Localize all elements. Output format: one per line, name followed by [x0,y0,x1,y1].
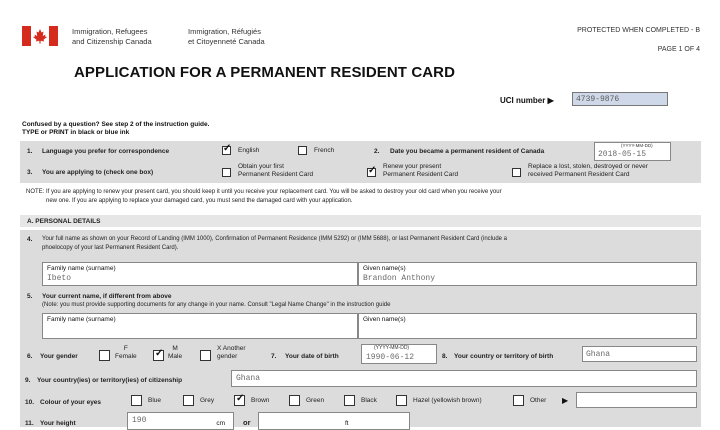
obtain-first-card-label [238,163,313,179]
eye-hazel-checkbox[interactable] [396,395,407,406]
q9-number: 9. [25,377,31,384]
checkmark-icon: ✓ [223,143,232,154]
eye-other-label: Other [530,397,547,404]
replace-card-line2: received Permanent Resident Card [528,171,630,178]
eye-grey-label: Grey [200,397,215,404]
q9-label: Your country(ies) or territory(ies) of citizenship [37,377,183,384]
q5-note: (Note: you must provide supporting documents for any change in your name. Consult "Legal Name Change" in the instruction guide [42,302,391,308]
pr-date-value: 2018-05-15 [598,150,647,159]
eye-blue-checkbox[interactable] [131,395,142,406]
gender-another-text: gender [217,353,238,360]
height-cm-field[interactable] [127,412,234,430]
dept-name-fr-1: Immigration, Réfugiés [188,27,261,36]
current-given-name-label: Given name(s) [363,316,406,323]
country-of-birth-value: Ghana [586,350,611,359]
replace-card-checkbox[interactable] [512,168,521,177]
replace-card-label [528,163,648,179]
note-line-2: new one. If you are applying to replace your damaged card, you must send the damaged card with your application. [46,197,353,204]
eye-grey-checkbox[interactable] [183,395,194,406]
current-family-name-field[interactable] [42,313,358,339]
gender-another-label [217,345,246,361]
q4-label-2: phoelocopy of your last Permanent Resident Card). [42,245,179,251]
q7-number: 7. [271,353,277,360]
pr-date-format: (YYYY-MM-DD) [621,143,653,148]
section-a-title: A. PERSONAL DETAILS [27,218,101,225]
gender-female-code: F [123,345,128,352]
dob-format: (YYYY-MM-DD) [374,345,410,351]
page-number: PAGE 1 OF 4 [657,46,700,53]
height-cm-unit: cm [216,420,225,427]
q10-label: Colour of your eyes [40,399,102,406]
q2-label: Date you became a permanent resident of Canada [390,148,545,155]
pr-date-field[interactable] [594,142,671,161]
current-family-name-label: Family name (surname) [47,316,116,323]
q4-label: Your full name as shown on your Record of Landing (IMM 1000), Confirmation of Permanent Residence (IMM 5292) or (IMM 5688), or last Permanent Resident Card (include a [42,236,507,242]
dept-name-fr-2: et Citoyenneté Canada [188,37,265,46]
q11-label: Your height [40,420,76,427]
height-or-label: or [243,418,251,427]
given-name-field[interactable] [358,262,697,286]
eye-green-label: Green [306,397,325,404]
renew-card-line2: Permanent Resident Card [383,171,459,178]
gender-male-label [168,345,182,361]
french-checkbox[interactable] [298,146,307,155]
renewal-note [26,188,502,205]
replace-card-line1: Replace a lost, stolen, destroyed or never [528,163,648,170]
gender-female-label [115,345,137,361]
height-ft-unit: ft [345,420,349,427]
gender-male-text: Male [168,353,183,360]
q4-number: 4. [27,236,33,243]
uci-input[interactable] [572,92,668,106]
gender-male-code: M [172,345,178,352]
gender-another-checkbox[interactable] [200,350,211,361]
note-line-1: NOTE: If you are applying to renew your present card, you should keep it until you receive your replacement card. You will be asked to destroy your old card when you receive your [26,189,502,195]
uci-label [500,96,554,105]
instruction-line-1: Confused by a question? See step 2 of the instruction guide. [22,121,210,128]
eye-green-checkbox[interactable] [289,395,300,406]
dept-name-en-2: and Citizenship Canada [72,37,152,46]
eye-black-label: Black [361,397,377,404]
eye-other-field[interactable] [576,392,697,408]
dob-value: 1990-06-12 [366,353,415,362]
arrow-right-icon: ▶ [547,96,554,105]
obtain-first-card-line2: Permanent Resident Card [238,171,314,178]
height-cm-value: 190 [132,416,147,425]
renew-card-checkbox[interactable] [367,165,377,177]
date-of-birth-field[interactable] [361,344,437,364]
arrow-right-icon: ▶ [562,396,569,405]
gender-female-text: Female [115,353,137,360]
q1-label: Language you prefer for correspondence [42,148,170,155]
gender-female-checkbox[interactable] [99,350,110,361]
checkmark-icon: ✓ [236,393,245,404]
section-a-band [20,215,701,227]
eye-blue-label: Blue [148,397,162,404]
height-ft-field[interactable] [258,412,410,430]
dept-name-en-1: Immigration, Refugees [72,27,148,36]
form-title: APPLICATION FOR A PERMANENT RESIDENT CARD [74,64,456,81]
q10-number: 10. [25,399,35,406]
eye-other-checkbox[interactable] [513,395,524,406]
citizenship-field[interactable] [231,370,697,387]
q3-number: 3. [27,169,33,176]
q5-label: Your current name, if different from above [42,293,172,300]
given-name-label: Given name(s) [363,265,406,272]
citizenship-value: Ghana [236,374,261,383]
q1-number: 1. [27,148,33,155]
q6-number: 6. [27,353,33,360]
q7-label: Your date of birth [285,353,339,360]
q6-label: Your gender [40,353,78,360]
checkmark-icon: ✓ [155,348,164,359]
french-label: French [314,147,335,154]
instruction-line-2: TYPE or PRINT in black or blue ink [22,129,130,136]
uci-label-text: UCI number [500,96,546,105]
eye-brown-label: Brown [251,397,270,404]
q8-number: 8. [442,353,448,360]
gender-male-checkbox[interactable] [153,350,164,361]
uci-value: 4739-9876 [576,95,620,104]
family-name-value: Ibeto [47,274,72,283]
english-label: English [238,147,260,154]
q5-number: 5. [27,293,33,300]
q2-number: 2. [374,148,380,155]
country-of-birth-field[interactable] [582,346,697,362]
eye-black-checkbox[interactable] [344,395,355,406]
current-given-name-field[interactable] [358,313,697,339]
given-name-value: Brandon Anthony [363,274,436,283]
q11-number: 11. [25,420,34,427]
renew-card-line1: Renew your present [383,163,442,170]
family-name-label: Family name (surname) [47,265,116,272]
canada-flag-logo [22,26,58,46]
eye-brown-checkbox[interactable] [234,395,245,406]
gender-another-code: X Another [217,345,246,352]
q3-label: You are applying to (check one box) [42,169,154,176]
checkmark-icon: ✓ [368,165,377,176]
obtain-first-card-line1: Obtain your first [238,163,284,170]
obtain-first-card-checkbox[interactable] [222,168,231,177]
protected-label: PROTECTED WHEN COMPLETED - B [577,27,700,34]
eye-hazel-label: Hazel (yellowish brown) [413,397,482,404]
renew-card-label [383,163,458,179]
english-checkbox[interactable] [222,143,232,155]
q8-label: Your country or territory of birth [454,353,554,360]
family-name-field[interactable] [42,262,358,286]
